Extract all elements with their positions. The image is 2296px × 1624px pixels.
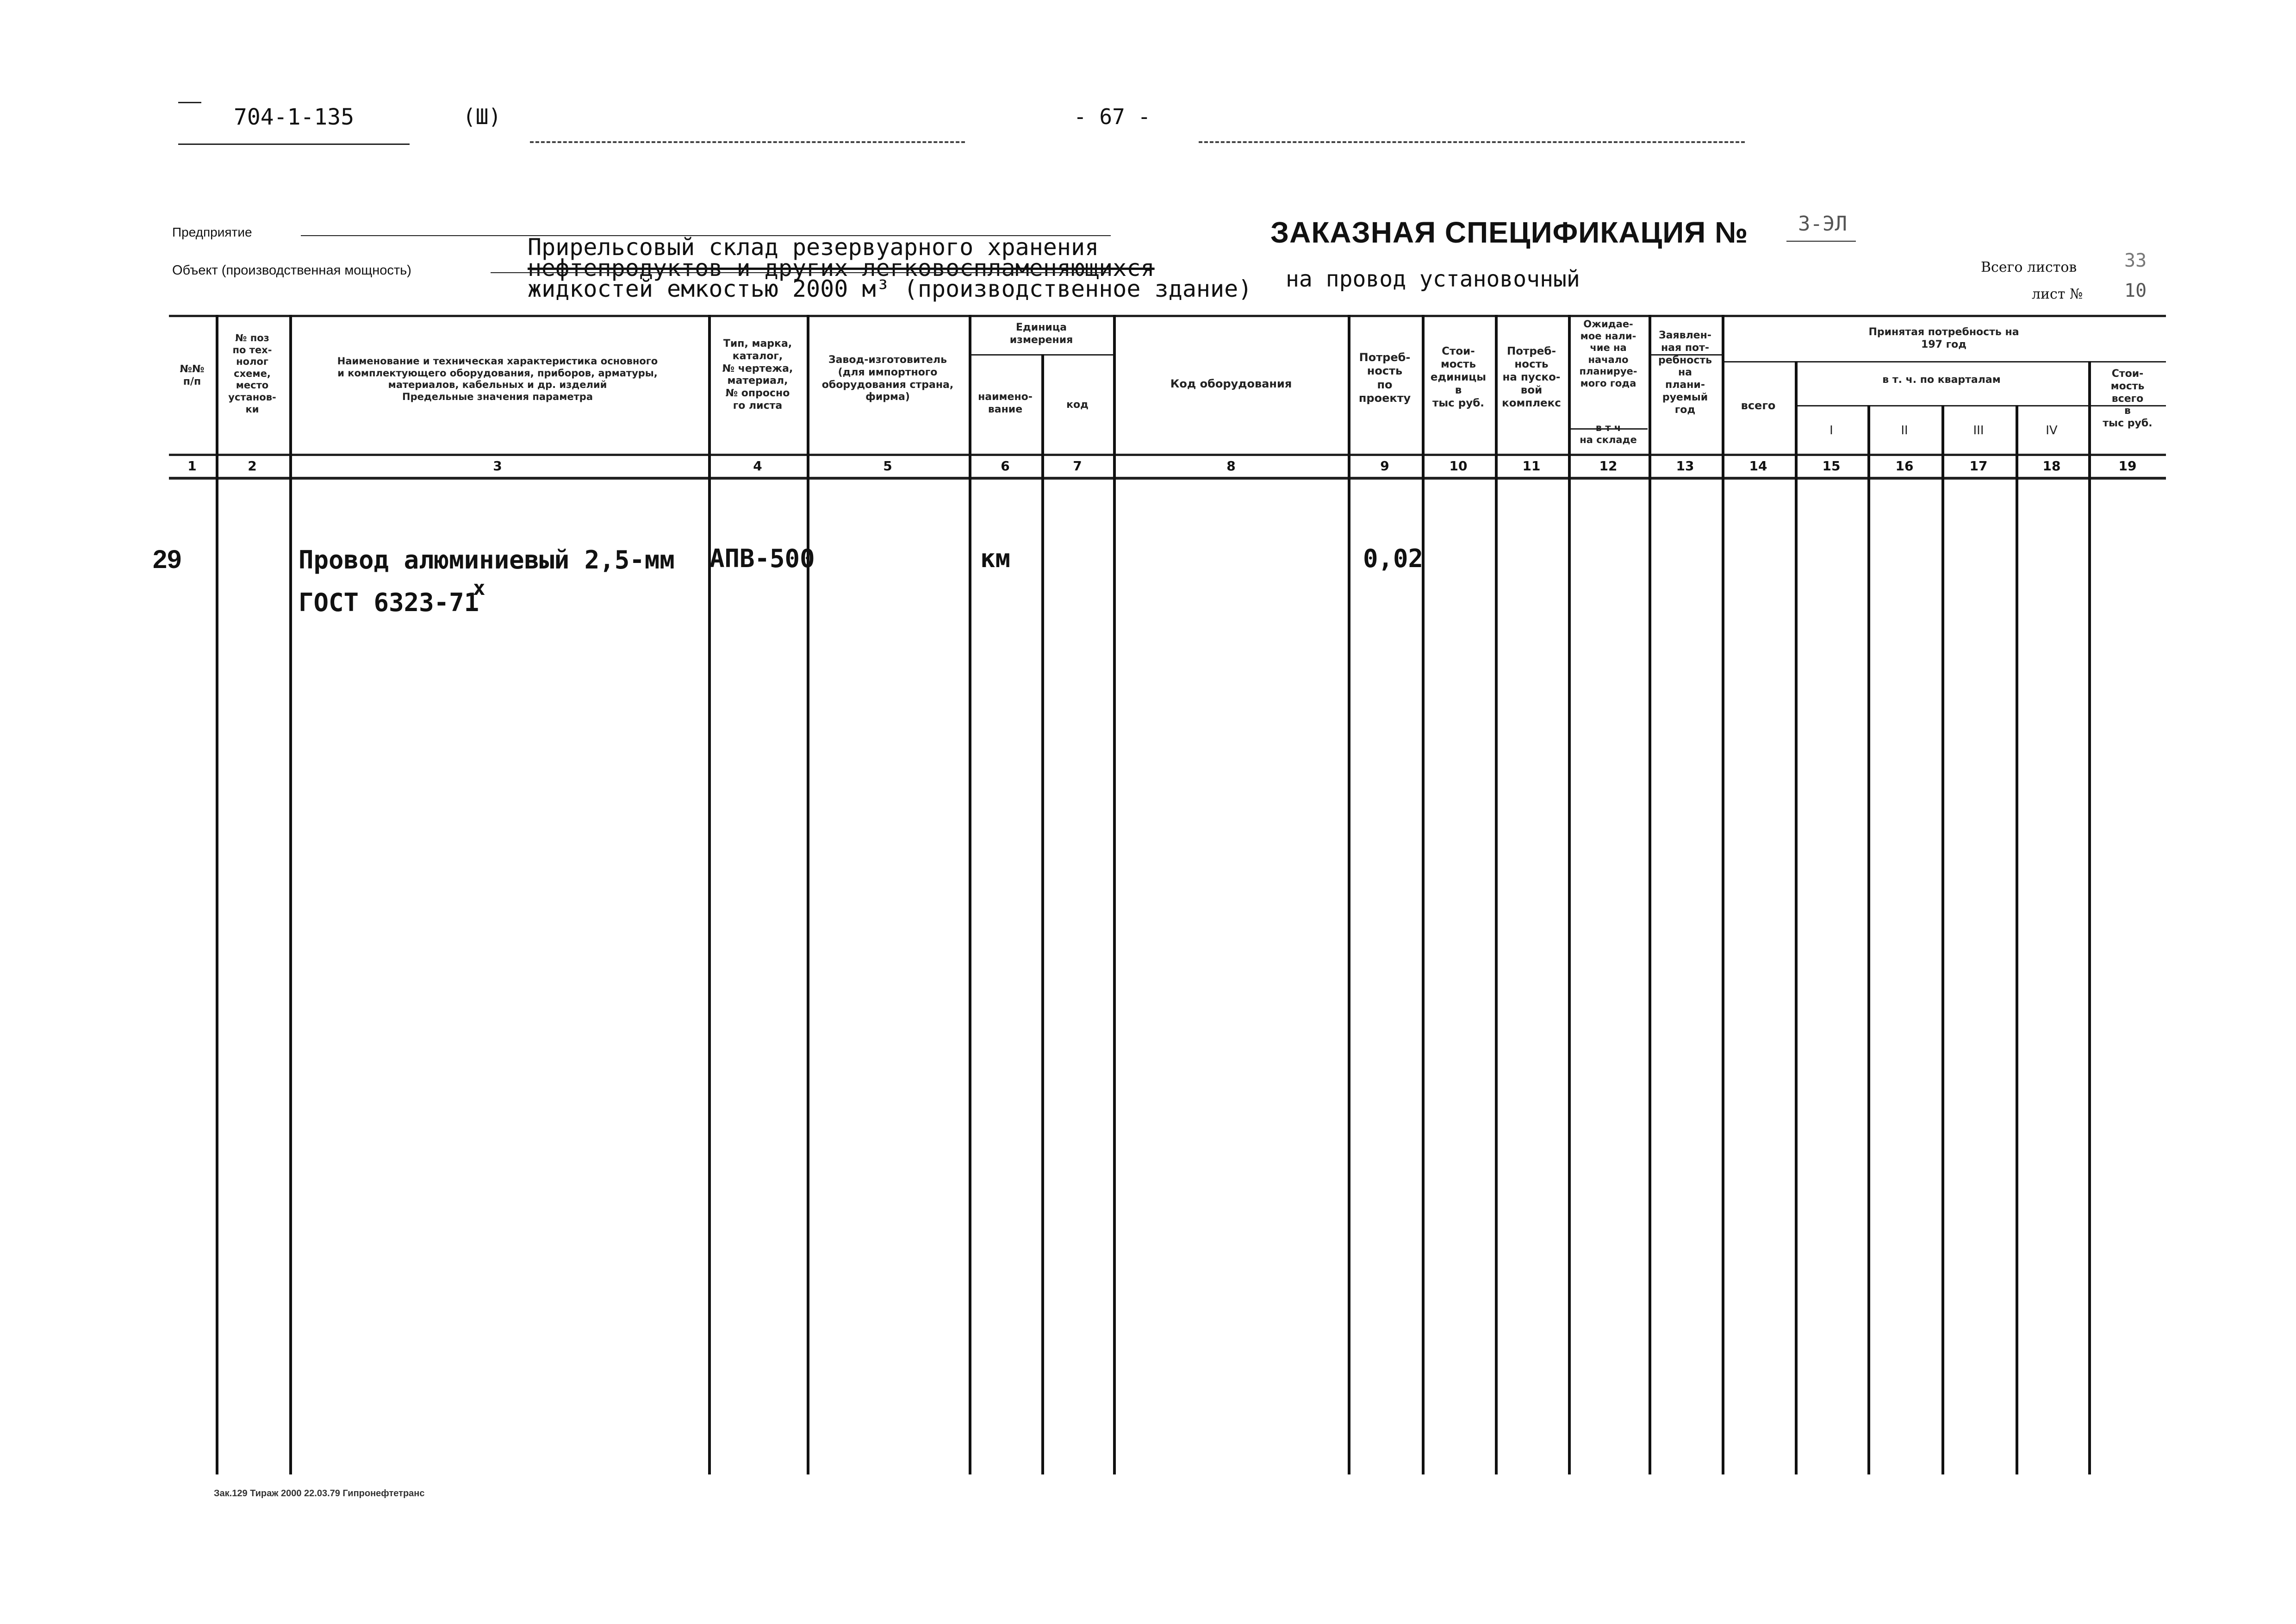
row-number: 29 — [153, 544, 182, 574]
header-accepted-group: Принятая потребность на 197 год — [1868, 326, 2019, 350]
column-number: 19 — [2118, 458, 2137, 474]
sheet-number: 10 — [2124, 280, 2147, 301]
spec-subtitle: на провод установочный — [1286, 266, 1580, 292]
header-by-quarters: в т. ч. по кварталам — [1882, 374, 2001, 386]
column-divider — [1867, 405, 1870, 1474]
column-divider — [2088, 361, 2091, 1474]
column-number: 11 — [1522, 458, 1541, 474]
column-divider — [1649, 315, 1651, 1474]
column-number: 18 — [2042, 458, 2061, 474]
volume-mark: (Ш) — [463, 104, 502, 129]
column-number-bottom — [169, 477, 2166, 480]
column-number: 1 — [187, 458, 197, 474]
column-divider — [2016, 405, 2018, 1474]
column-number: 10 — [1449, 458, 1468, 474]
header-q3: III — [1973, 424, 1984, 437]
header-subrule — [1722, 361, 2166, 362]
sheets-total: 33 — [2124, 250, 2147, 271]
column-divider — [1422, 315, 1425, 1474]
object-description-line1: Прирельсовый склад резервуарного хранения — [528, 234, 1099, 261]
column-number: 9 — [1380, 458, 1389, 474]
column-divider — [216, 315, 218, 1474]
print-info: Зак.129 Тираж 2000 22.03.79 Гипронефтетранс — [214, 1488, 425, 1499]
header-q1: I — [1829, 424, 1833, 437]
column-number: 7 — [1073, 458, 1082, 474]
column-number: 3 — [493, 458, 502, 474]
column-number: 14 — [1749, 458, 1767, 474]
column-number: 17 — [1969, 458, 1988, 474]
column-number: 16 — [1895, 458, 1914, 474]
header-rule — [530, 141, 965, 143]
column-number: 4 — [753, 458, 762, 474]
column-divider — [1568, 315, 1571, 1474]
enterprise-label: Предприятие — [172, 225, 252, 239]
header-rule — [1199, 141, 1745, 143]
item-unit: км — [980, 544, 1011, 573]
header-unit-name: наимено- вание — [978, 391, 1033, 415]
item-type: АПВ-500 — [709, 544, 815, 573]
spec-number-line — [1786, 241, 1856, 242]
header-row-number: №№ п/п — [180, 363, 205, 387]
header-manufacturer: Завод-изготовитель (для импортного оборудования страна, фирма) — [821, 354, 954, 403]
object-label: Объект (производственная мощность) — [172, 263, 411, 278]
column-number: 2 — [248, 458, 257, 474]
object-line — [491, 272, 1111, 273]
column-divider — [1041, 354, 1044, 1474]
header-unit-code: код — [1066, 399, 1089, 411]
item-name: Провод алюминиевый 2,5-мм — [299, 545, 675, 575]
column-number: 8 — [1226, 458, 1236, 474]
header-total-cost: Стои- мость всего в тыс руб. — [2103, 368, 2153, 430]
header-rule — [178, 144, 410, 145]
page-number: - 67 - — [1074, 104, 1151, 129]
column-divider — [969, 315, 971, 1474]
column-number: 13 — [1676, 458, 1694, 474]
document-code: 704-1-135 — [234, 104, 355, 130]
header-total: всего — [1741, 399, 1776, 412]
item-standard: ГОСТ 6323-71 — [299, 588, 479, 617]
object-description-line3: жидкостей емкостью 2000 м³ (производственное здание) — [528, 275, 1252, 302]
header-unit-group: Единица измерения — [1009, 322, 1073, 346]
header-unit-cost: Стои- мость единицы в тыс руб. — [1430, 345, 1487, 410]
header-q2: II — [1901, 424, 1908, 437]
object-description-line2: нефтепродуктов и других легковоспламеняющихся — [528, 255, 1155, 281]
column-divider — [1795, 361, 1798, 1474]
column-divider — [1113, 315, 1116, 1474]
header-launch-need: Потреб- ность на пуско- вой комплекс — [1502, 345, 1561, 410]
header-equipment-code: Код оборудования — [1170, 377, 1292, 390]
spec-number: 3-ЭЛ — [1798, 212, 1847, 236]
column-number: 5 — [883, 458, 892, 474]
header-q4: IV — [2046, 424, 2058, 437]
column-number: 15 — [1822, 458, 1841, 474]
header-name: Наименование и техническая характеристика основного и комплектующего оборудования, приборов, арматуры, материалов, кабельных и др. изделий Предельные значения параметра — [337, 356, 658, 402]
header-rule — [178, 102, 201, 103]
spec-title: ЗАКАЗНАЯ СПЕЦИФИКАЦИЯ № — [1270, 216, 1748, 249]
sheets-total-label: Всего листов — [1981, 259, 2077, 275]
column-divider — [708, 315, 711, 1474]
column-number: 12 — [1599, 458, 1618, 474]
header-type: Тип, марка, каталог, № чертежа, материал, № опросно го листа — [722, 338, 793, 412]
column-divider — [1722, 315, 1724, 1474]
header-expected-stock: Ожидае- мое нали- чие на начало планируе- мого года — [1579, 319, 1637, 389]
column-number: 6 — [1001, 458, 1010, 474]
item-need: 0,02 — [1363, 544, 1424, 573]
column-divider — [1941, 405, 1944, 1474]
header-declared-need: Заявлен- ная пот- ребность на плани- руемый год — [1658, 330, 1712, 416]
header-position: № поз по тех- нолог схеме, место установ- ки — [228, 332, 276, 415]
header-need: Потреб- ность по проекту — [1358, 351, 1411, 405]
column-divider — [1348, 315, 1350, 1474]
sheet-label: лист № — [2032, 286, 2083, 302]
table-header-bottom — [169, 454, 2166, 456]
column-divider — [1495, 315, 1498, 1474]
column-divider — [289, 315, 292, 1474]
item-mark: x — [473, 576, 485, 600]
table-top-border — [169, 315, 2166, 317]
column-divider — [807, 315, 809, 1474]
header-in-warehouse: в т ч на складе — [1580, 422, 1637, 445]
